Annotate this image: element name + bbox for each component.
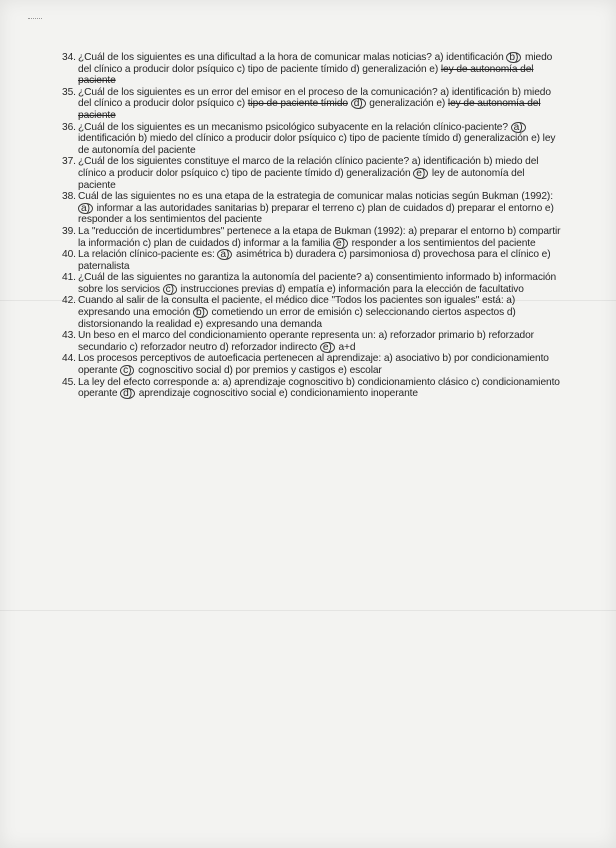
question-stem: La "reducción de incertidumbres" pertenece a la etapa de Bukman (1992): a) preparar el entorno b) compartir la información c) plan de cuidados d) informar a la familia xyxy=(78,225,561,249)
struck-option: ley de autonomía del paciente xyxy=(78,63,534,87)
question-text xyxy=(78,87,562,122)
circled-answer: d) xyxy=(120,388,135,399)
question-options: a+d xyxy=(335,341,356,353)
circled-answer: e) xyxy=(320,342,335,353)
question-stem: ¿Cuál de las siguientes no garantiza la autonomía del paciente? a) consentimiento informado b) información sobre los servicios xyxy=(78,272,557,295)
question-text xyxy=(78,122,562,157)
circled-answer: b) xyxy=(193,307,208,318)
question-text xyxy=(78,330,562,353)
question-text xyxy=(78,353,562,376)
question-37 xyxy=(62,156,562,191)
question-stem: La ley del efecto corresponde a: a) aprendizaje cognoscitivo b) condicionamiento clásico c) condicionamiento operante xyxy=(78,376,560,400)
question-stem: ¿Cuál de los siguientes es un mecanismo psicológico subyacente en la relación clínico-paciente? xyxy=(78,121,511,133)
circled-answer: e) xyxy=(333,238,348,249)
circled-answer: a) xyxy=(511,122,526,133)
question-stem: Cuál de las siguientes no es una etapa de la estrategia de comunicar malas noticias según Bukman (1992): xyxy=(78,191,553,203)
question-number: 39. xyxy=(62,225,76,237)
question-options: cometiendo un error de emisión c) seleccionando ciertos aspectos d) distorsionando la realidad e) expresando una demanda xyxy=(78,307,516,330)
question-34 xyxy=(62,52,562,87)
question-text xyxy=(78,295,562,330)
question-number: 44. xyxy=(62,353,76,365)
question-number: 45. xyxy=(62,376,76,388)
struck-option: tipo de paciente tímido xyxy=(247,98,348,110)
question-options: ley de autonomía del paciente xyxy=(78,167,525,191)
question-text xyxy=(78,226,562,249)
question-options: identificación b) miedo del clínico a producir dolor psíquico c) tipo de paciente tímido d) generalización e) ley de autonomía del paciente xyxy=(78,133,556,156)
question-stem: ¿Cuál de los siguientes es una dificultad a la hora de comunicar malas noticias? a) identificación xyxy=(78,52,507,63)
question-number: 42. xyxy=(62,295,76,307)
question-options: aprendizaje cognoscitivo social e) condicionamiento inoperante xyxy=(136,388,418,400)
question-stem: ¿Cuál de los siguientes es un error del emisor en el proceso de la comunicación? a) identificación b) miedo del clínico a producir dolor psíquico c) xyxy=(78,86,551,110)
circled-answer: a) xyxy=(217,249,232,260)
circled-answer: a) xyxy=(78,203,93,214)
question-number: 35. xyxy=(62,86,76,98)
circled-answer: d) xyxy=(351,98,366,109)
question-options: cognoscitivo social d) por premios y castigos e) escolar xyxy=(135,365,382,377)
question-options: responder a los sentimientos del paciente xyxy=(348,237,536,249)
question-number: 34. xyxy=(62,52,76,63)
question-45 xyxy=(62,377,562,400)
question-stem: La relación clínico-paciente es: xyxy=(78,249,218,261)
question-42 xyxy=(62,295,562,330)
question-options: instrucciones previas d) empatía e) información para la elección de facultativo xyxy=(177,283,524,295)
corner-mark xyxy=(28,18,42,22)
circled-answer: c) xyxy=(120,365,134,376)
circled-answer: c) xyxy=(163,284,177,295)
question-number: 43. xyxy=(62,330,76,342)
question-text xyxy=(78,377,562,400)
question-text xyxy=(78,156,562,191)
question-text xyxy=(78,249,562,272)
question-list xyxy=(62,52,562,400)
question-stem: Los procesos perceptivos de autoeficacia pertenecen al aprendizaje: a) asociativo b) por condicionamiento operante xyxy=(78,353,549,377)
question-text xyxy=(78,272,562,295)
question-40 xyxy=(62,249,562,272)
question-options: informar a las autoridades sanitarias b) preparar el terreno c) plan de cuidados d) preparar el entorno e) responder a los sentimientos del paciente xyxy=(78,202,554,226)
question-36 xyxy=(62,122,562,157)
question-options: generalización e) xyxy=(366,98,448,110)
question-text xyxy=(78,191,562,226)
question-options: miedo del clínico a producir dolor psíquico c) tipo de paciente tímido d) generalización e) xyxy=(78,52,553,75)
question-35 xyxy=(62,87,562,122)
question-number: 41. xyxy=(62,272,76,284)
question-41 xyxy=(62,272,562,295)
question-number: 38. xyxy=(62,191,76,203)
question-stem: ¿Cuál de los siguientes constituye el marco de la relación clínico paciente? a) identificación b) miedo del clínico a producir dolor psíquico c) tipo de paciente tímido d) generalización xyxy=(78,156,539,179)
question-text xyxy=(78,52,562,87)
circled-answer: b) xyxy=(506,52,521,63)
circled-answer: e) xyxy=(413,168,428,179)
question-number: 36. xyxy=(62,121,76,133)
struck-option: ley de autonomía del paciente xyxy=(78,98,541,121)
question-stem: Cuando al salir de la consulta el paciente, el médico dice "Todos los pacientes son iguales" está: a) expresando una emoción xyxy=(78,295,516,319)
question-number: 40. xyxy=(62,249,76,261)
question-43 xyxy=(62,330,562,353)
question-44 xyxy=(62,353,562,376)
question-stem: Un beso en el marco del condicionamiento operante representa un: a) reforzador primario b) reforzador secundario c) reforzador neutro d) reforzador indirecto xyxy=(78,330,534,353)
question-39 xyxy=(62,226,562,249)
question-number: 37. xyxy=(62,156,76,168)
question-38 xyxy=(62,191,562,226)
paper-fold xyxy=(0,610,616,611)
question-options: asimétrica b) duradera c) parsimoniosa d) provechosa para el clínico e) paternalista xyxy=(78,249,551,272)
